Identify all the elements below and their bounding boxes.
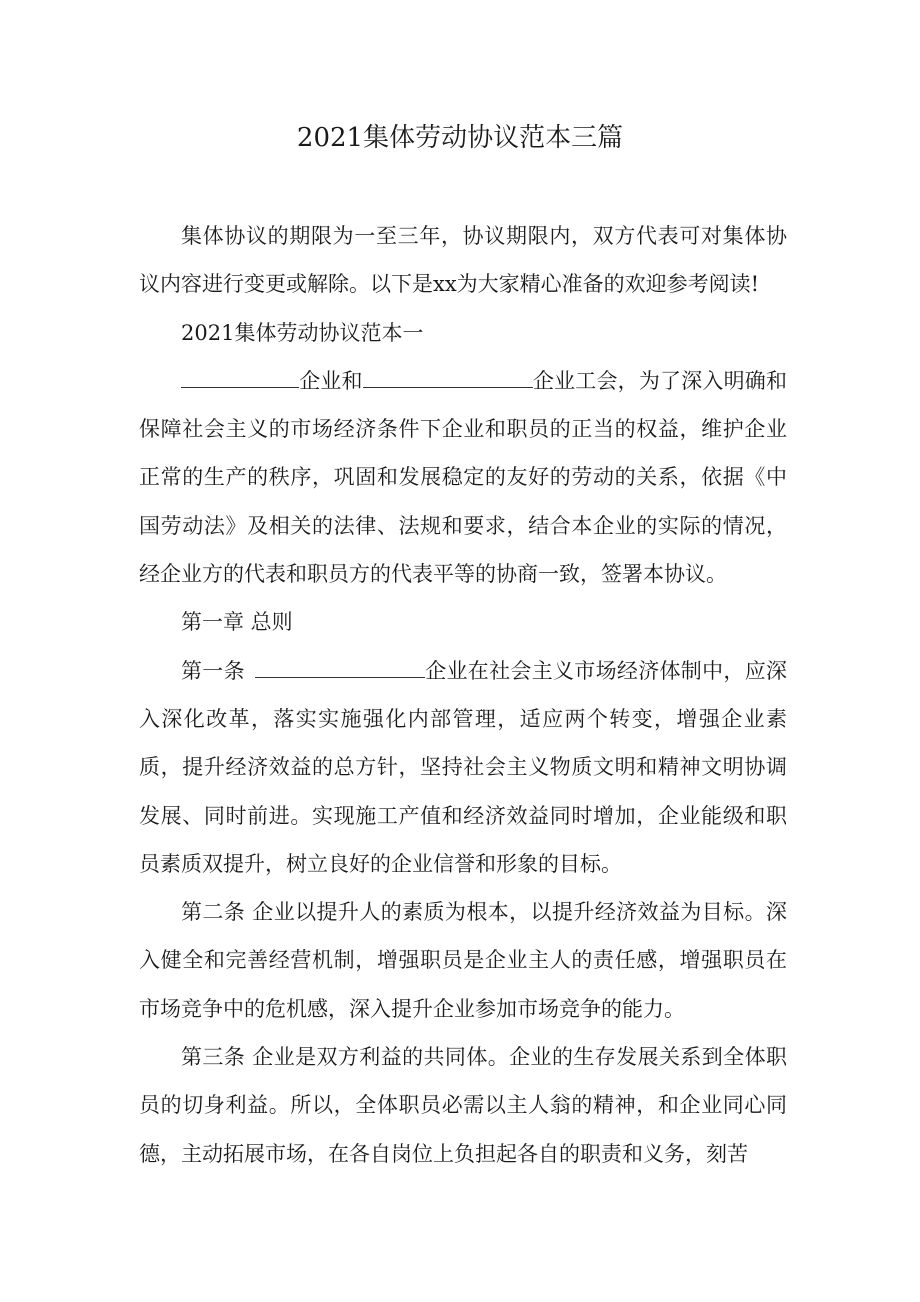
document-body: [139, 212, 787, 1178]
preamble-text-2: 企业工会，为了深入明确和保障社会主义的市场经济条件下企业和职员的正当的权益，维护企业正常的生产的秩序，巩固和发展稳定的友好的劳动的关系，依据《中国劳动法》及相关的法律、法规和要求，结合本企业的实际的情况，经企业方的代表和职员方的代表平等的协商一致，签署本协议。: [139, 368, 787, 587]
union-name-blank: [363, 359, 533, 388]
preamble-paragraph: [139, 357, 787, 598]
article-1-text: 企业在社会主义市场经济体制中，应深入深化改革，落实实施强化内部管理，适应两个转变，增强企业素质，提升经济效益的总方针，坚持社会主义物质文明和精神文明协调发展、同时前进。实现施工产值和经济效益同时增加，企业能级和职员素质双提升，树立良好的企业信誉和形象的目标。: [139, 658, 788, 876]
article-1-blank: [255, 649, 425, 678]
preamble-text-1: 企业和: [299, 368, 363, 393]
section-heading: 2021集体劳动协议范本一: [181, 320, 424, 345]
article-2-paragraph: 第二条 企业以提升人的素质为根本，以提升经济效益为目标。深入健全和完善经营机制，增强职员是企业主人的责任感，增强职员在市场竞争中的危机感，深入提升企业参加市场竞争的能力。: [139, 900, 787, 1021]
company-name-blank: [181, 359, 299, 388]
chapter-heading: 第一章 总则: [181, 610, 293, 635]
document-title: 2021集体劳动协议范本三篇: [296, 123, 624, 153]
article-3-paragraph: 第三条 企业是双方利益的共同体。企业的生存发展关系到全体职员的切身利益。所以，全体职员必需以主人翁的精神，和企业同心同德，主动拓展市场，在各自岗位上负担起各自的职责和义务，刻苦: [139, 1045, 787, 1166]
article-1-label: 第一条: [181, 658, 245, 683]
intro-paragraph: 集体协议的期限为一至三年，协议期限内，双方代表可对集体协议内容进行变更或解除。以下是xx为大家精心准备的欢迎参考阅读!: [139, 224, 787, 297]
article-1-paragraph: [139, 647, 787, 888]
